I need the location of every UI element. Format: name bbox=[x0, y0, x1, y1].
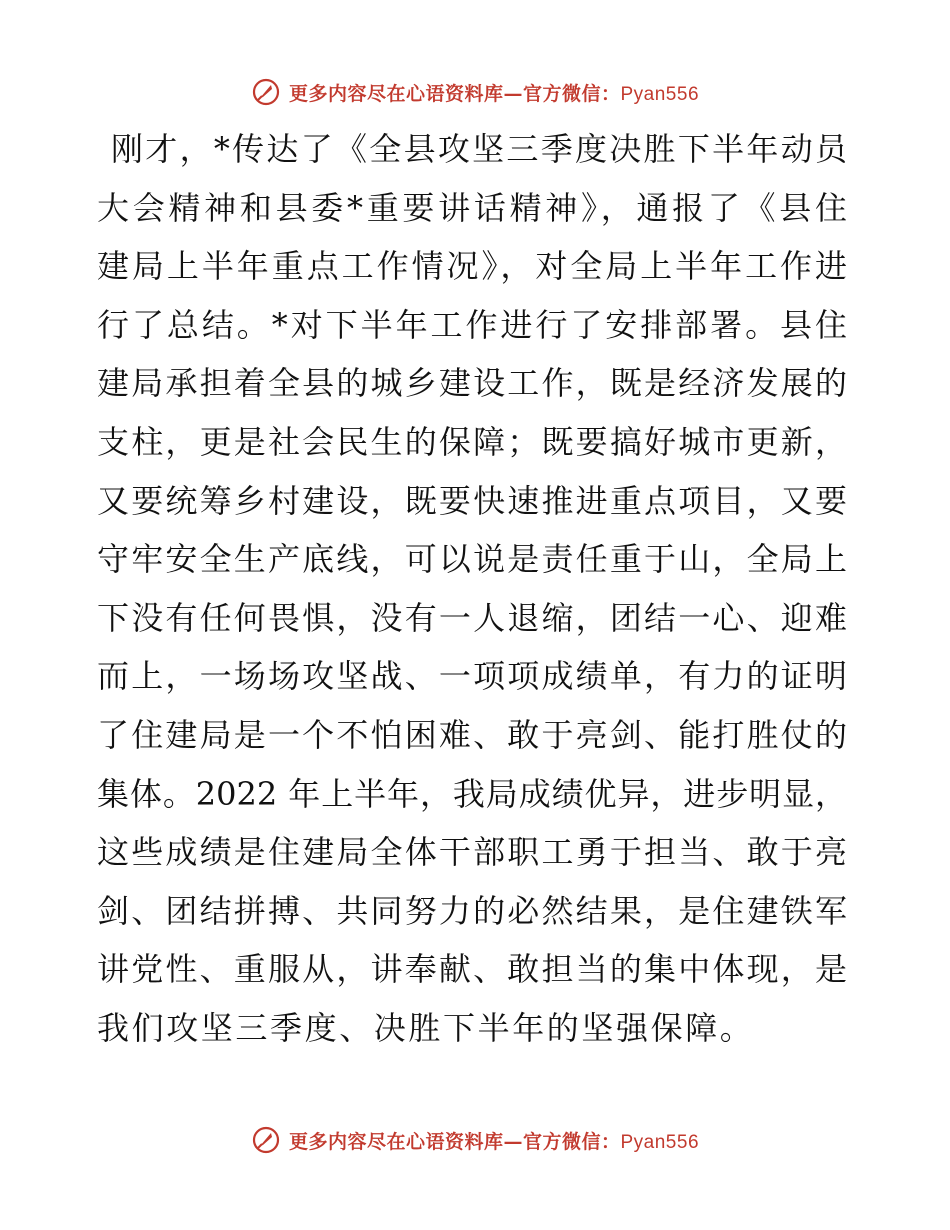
paragraph-line: 建局承担着全县的城乡建设工作，既是经济发展的 bbox=[97, 364, 847, 403]
feather-logo-icon bbox=[251, 77, 281, 107]
paragraph-line: 刚才，*传达了《全县攻坚三季度决胜下半年动员 bbox=[111, 130, 847, 168]
paragraph-line: 支柱，更是社会民生的保障；既要搞好城市更新， bbox=[97, 422, 847, 461]
header-watermark bbox=[0, 72, 950, 112]
paragraph-line: 了住建局是一个不怕困难、敢于亮剑、能打胜仗的 bbox=[97, 715, 847, 754]
document-body bbox=[97, 120, 857, 1058]
paragraph-line: 集体。2022 年上半年，我局成绩优异，进步明显， bbox=[97, 774, 847, 813]
paragraph-line: 剑、团结拼搏、共同努力的必然结果，是住建铁军 bbox=[97, 891, 847, 930]
watermark-text: 更多内容尽在心语资料库—官方微信：Pyan556 bbox=[288, 82, 700, 105]
paragraph-line: 这些成绩是住建局全体干部职工勇于担当、敢于亮 bbox=[97, 833, 847, 872]
paragraph-line: 又要统筹乡村建设，既要快速推进重点项目，又要 bbox=[97, 481, 847, 520]
feather-logo-icon bbox=[251, 1125, 281, 1155]
paragraph-line: 我们攻坚三季度、决胜下半年的坚强保障。 bbox=[97, 1008, 755, 1047]
paragraph-line: 行了总结。*对下半年工作进行了安排部署。县住 bbox=[97, 305, 847, 344]
footer-watermark bbox=[0, 1120, 950, 1160]
paragraph-line: 讲党性、重服从，讲奉献、敢担当的集中体现，是 bbox=[97, 950, 847, 989]
paragraph-line: 大会精神和县委*重要讲话精神》，通报了《县住 bbox=[97, 188, 847, 227]
paragraph-line: 而上，一场场攻坚战、一项项成绩单，有力的证明 bbox=[97, 657, 847, 696]
paragraph-line: 建局上半年重点工作情况》，对全局上半年工作进 bbox=[97, 247, 847, 286]
watermark-text: 更多内容尽在心语资料库—官方微信：Pyan556 bbox=[288, 1130, 700, 1153]
paragraph-line: 守牢安全生产底线，可以说是责任重于山，全局上 bbox=[97, 540, 847, 579]
paragraph-line: 下没有任何畏惧，没有一人退缩，团结一心、迎难 bbox=[97, 598, 847, 637]
